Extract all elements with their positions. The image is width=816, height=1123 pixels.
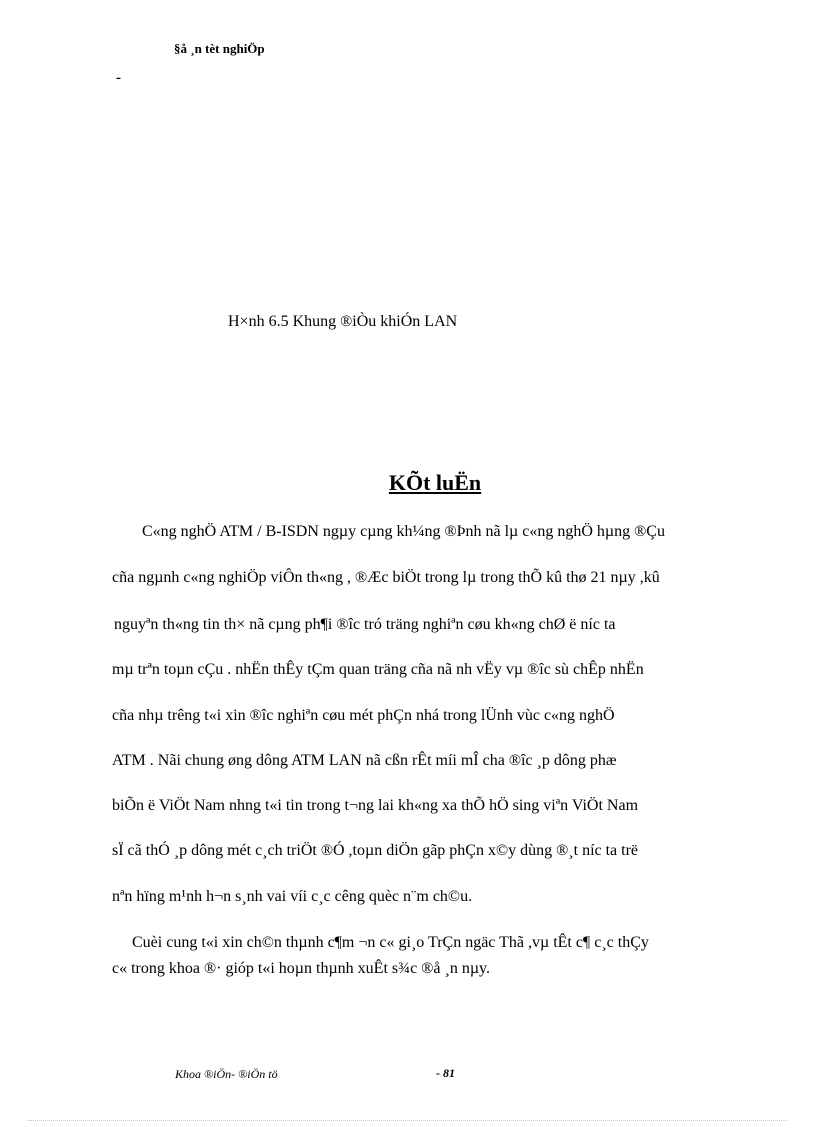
body-line: C«ng nghÖ ATM / B-ISDN ngµy cµng kh¼ng ®Þnh nã lµ c«ng nghÖ hµng ®Çu bbox=[142, 523, 665, 540]
body-line: nªn hïng m¹nh h¬n s¸nh vai víi c¸c cêng quèc n¨m ch©u. bbox=[112, 888, 473, 905]
section-heading: KÕt luËn bbox=[388, 470, 482, 495]
body-line: nguyªn th«ng tin th× nã cµng ph¶i ®îc tró träng nghiªn cøu kh«ng chØ ë níc ta bbox=[114, 616, 616, 633]
footer-page-number: - 81 bbox=[436, 1066, 455, 1080]
body-line: cña nhµ trêng t«i xin ®îc nghiªn cøu mét phÇn nhá trong lÜnh vùc c«ng nghÖ bbox=[112, 707, 615, 724]
closing-line: c« trong khoa ®· gióp t«i hoµn thµnh xuÊt s¾c ®å ¸n nµy. bbox=[112, 960, 490, 977]
body-line: ATM . Nãi chung øng dông ATM LAN nã cßn rÊt míi mÎ cha ®îc ¸p dông phæ bbox=[112, 752, 617, 769]
header-dash-mark: - bbox=[116, 70, 121, 86]
footer-divider bbox=[28, 1120, 788, 1121]
footer-department: Khoa ®iÖn- ®iÖn tö bbox=[175, 1067, 278, 1081]
body-line: cña ngµnh c«ng nghiÖp viÔn th«ng , ®Æc biÖt trong lµ trong thÕ kû thø 21 nµy ,kû bbox=[112, 569, 660, 586]
body-line: biÕn ë ViÖt Nam nhng t«i tin trong t¬ng lai kh«ng xa thÕ hÖ sing viªn ViÖt Nam bbox=[112, 797, 639, 814]
body-line: mµ trªn toµn cÇu . nhËn thÊy tÇm quan träng cña nã nh vËy vµ ®îc sù chÊp nhËn bbox=[112, 661, 644, 678]
page-header-title: §å ¸n tèt nghiÖp bbox=[174, 41, 265, 56]
closing-line: Cuèi cung t«i xin ch©n thµnh c¶m ¬n c« gi¸o TrÇn ngäc Thã ,vµ tÊt c¶ c¸c thÇy bbox=[132, 934, 649, 951]
figure-caption: H×nh 6.5 Khung ®iÒu khiÓn LAN bbox=[228, 313, 458, 330]
body-line: sÏ cã thÓ ¸p dông mét c¸ch triÖt ®Ó ,toµn diÖn gãp phÇn x©y dùng ®¸t níc ta trë bbox=[112, 842, 639, 859]
